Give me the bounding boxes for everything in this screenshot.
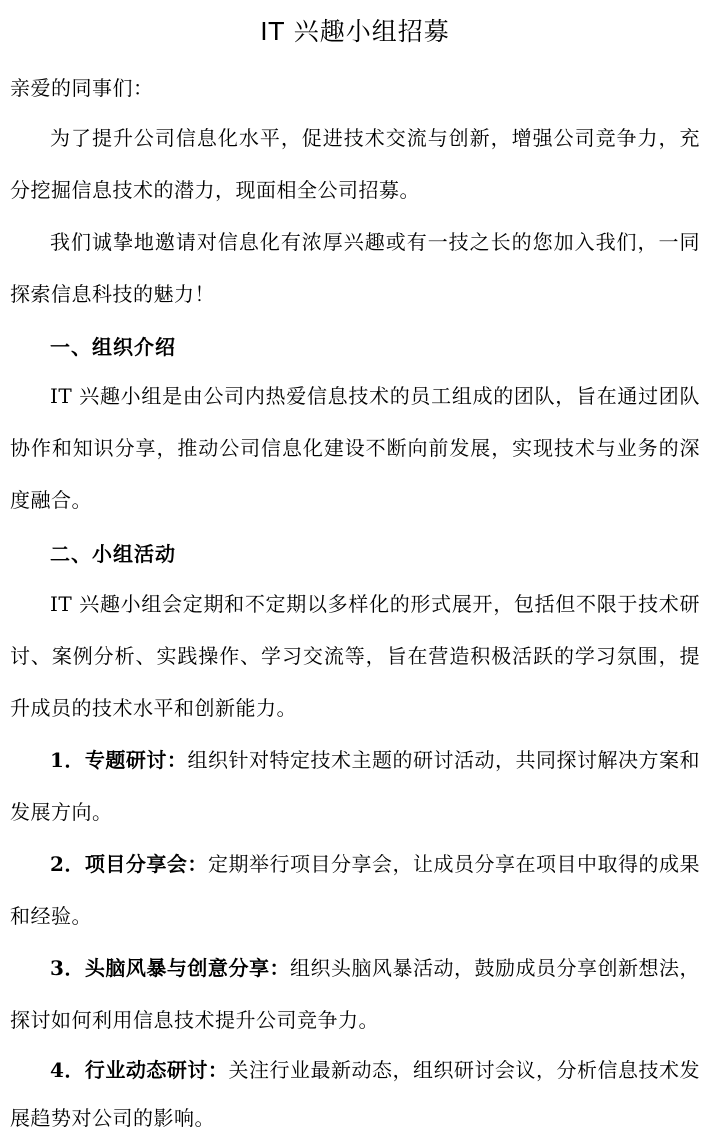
intro-paragraph-1: 为了提升公司信息化水平，促进技术交流与创新，增强公司竞争力，充分挖掘信息技术的潜力，现面相全公司招募。 bbox=[10, 126, 700, 202]
activity-item-text: 组织头脑风暴活动，鼓励成员分享创新想法，探讨如何利用信息技术提升公司竞争力。 bbox=[10, 956, 701, 1032]
section-heading-activities: 二、小组活动 bbox=[50, 542, 176, 566]
intro-paragraph-2: 我们诚挚地邀请对信息化有浓厚兴趣或有一技之长的您加入我们，一同探索信息科技的魅力！ bbox=[10, 230, 700, 306]
section-introduction-body: IT 兴趣小组是由公司内热爱信息技术的员工组成的团队，旨在通过团队协作和知识分享，推动公司信息化建设不断向前发展，实现技术与业务的深度融合。 bbox=[10, 384, 700, 512]
activity-item-title: 专题研讨： bbox=[84, 748, 188, 772]
activity-item-text: 关注行业最新动态，组织研讨会议，分析信息技术发展趋势对公司的影响。 bbox=[10, 1058, 701, 1130]
activity-item-number: 2． bbox=[50, 852, 85, 876]
activity-item-2 bbox=[10, 838, 700, 942]
activity-item-title: 项目分享会： bbox=[84, 852, 208, 876]
document-title: IT 兴趣小组招募 bbox=[260, 17, 450, 46]
activity-item-text: 定期举行项目分享会，让成员分享在项目中取得的成果和经验。 bbox=[10, 852, 700, 928]
activity-item-text: 组织针对特定技术主题的研讨活动，共同探讨解决方案和发展方向。 bbox=[10, 748, 700, 824]
activity-item-number: 4． bbox=[50, 1058, 85, 1082]
activity-item-title: 头脑风暴与创意分享： bbox=[84, 956, 290, 980]
activity-item-title: 行业动态研讨： bbox=[84, 1058, 229, 1082]
activity-item-number: 1． bbox=[50, 748, 85, 772]
section-activities-body: IT 兴趣小组会定期和不定期以多样化的形式展开，包括但不限于技术研讨、案例分析、实践操作、学习交流等，旨在营造积极活跃的学习氛围，提升成员的技术水平和创新能力。 bbox=[10, 592, 700, 720]
activity-item-number: 3． bbox=[50, 956, 85, 980]
section-heading-introduction: 一、组织介绍 bbox=[50, 335, 176, 359]
activity-item-4 bbox=[10, 1046, 700, 1142]
activity-item-1 bbox=[10, 734, 700, 838]
activity-item-3 bbox=[10, 942, 700, 1046]
salutation: 亲爱的同事们： bbox=[10, 76, 154, 100]
